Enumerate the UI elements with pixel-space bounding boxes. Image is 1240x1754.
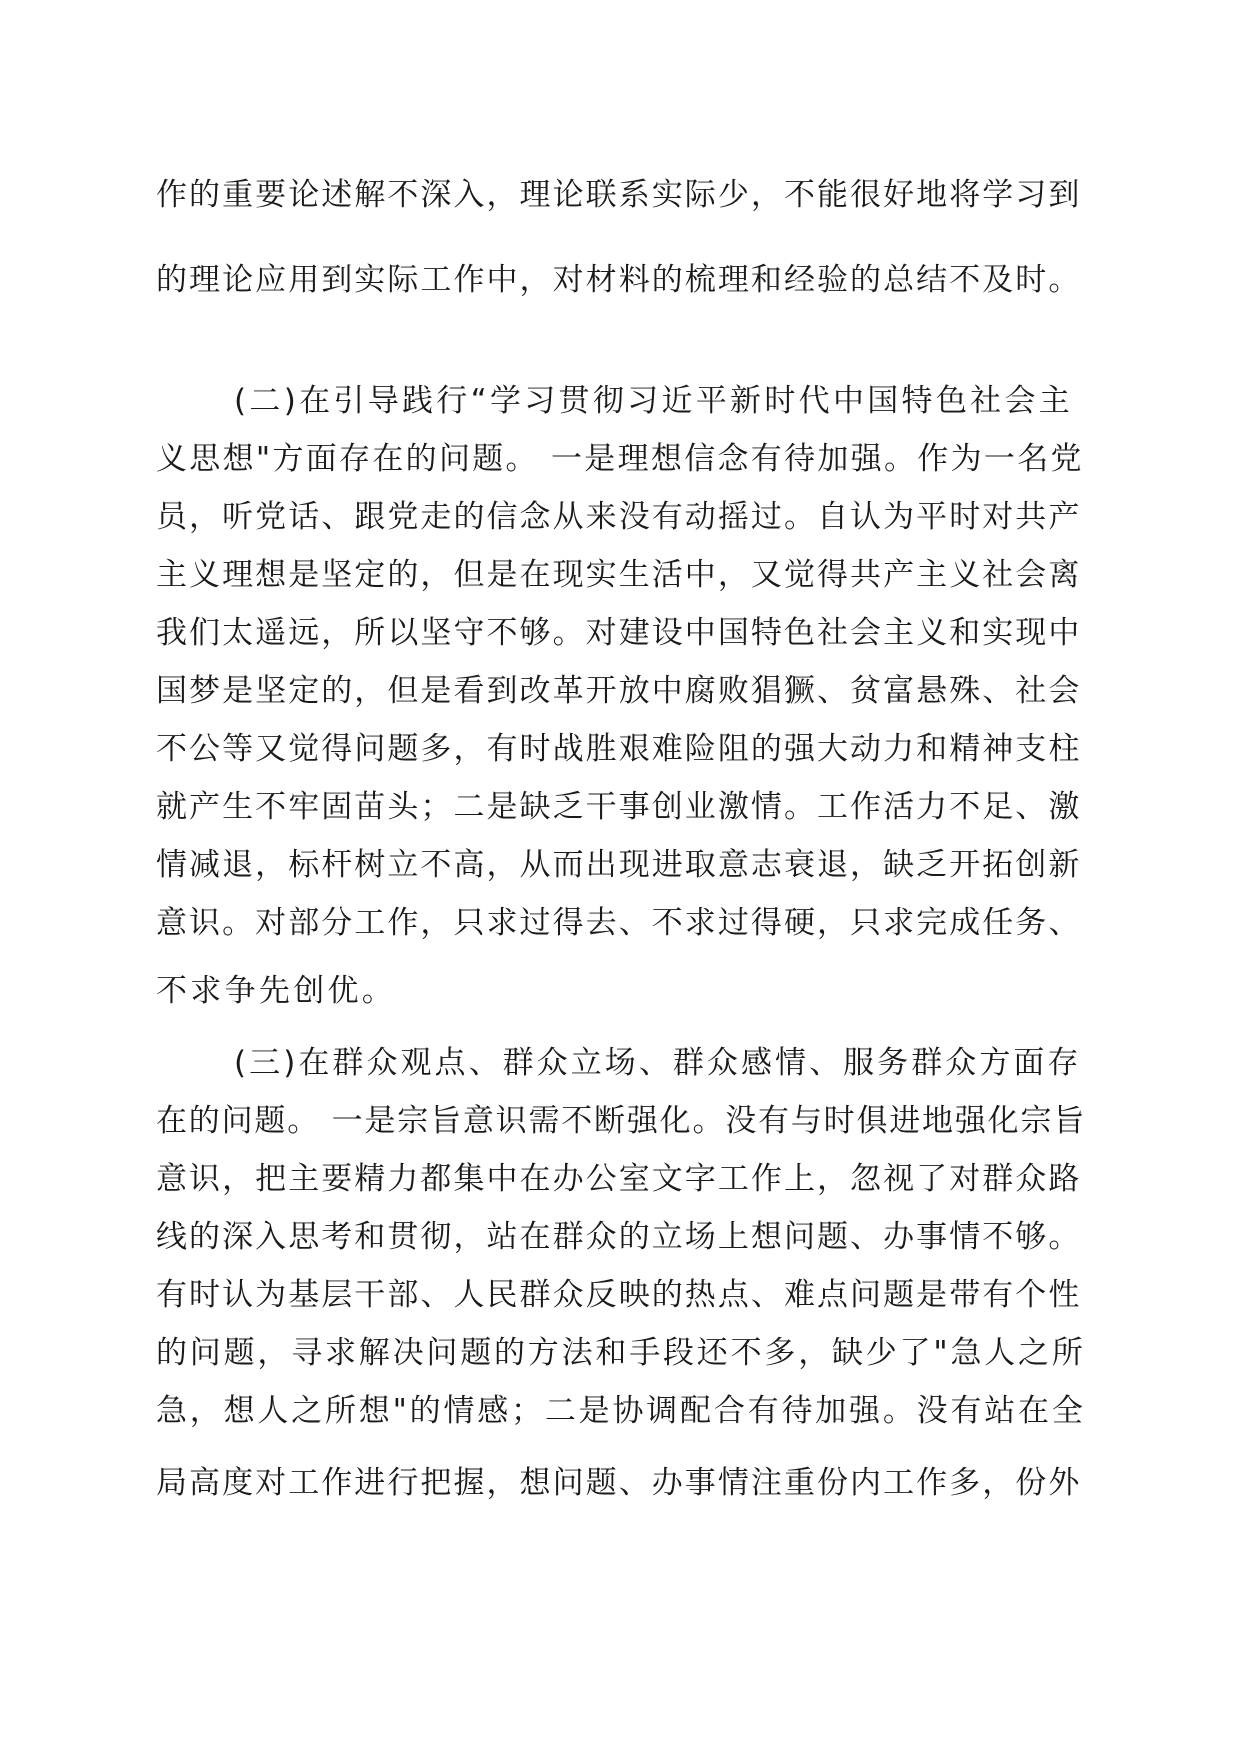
- text-line: 局高度对工作进行把握，想问题、办事情注重份内工作多，份外: [156, 1465, 1082, 1501]
- text-line: 急，想人之所想"的情感；二是协调配合有待加强。没有站在全: [156, 1393, 1086, 1429]
- text-line: 在的问题。 一是宗旨意识需不断强化。没有与时俱进地强化宗旨: [156, 1103, 1087, 1139]
- text-line: 情减退，标杆树立不高，从而出现进取意志衰退，缺乏开拓创新: [156, 847, 1082, 883]
- text-line: 就产生不牢固苗头；二是缺乏干事创业激情。工作活力不足、激: [156, 789, 1082, 825]
- text-line: 的理论应用到实际工作中，对材料的梳理和经验的总结不及时。: [156, 262, 1082, 298]
- text-line: 不求争先创优。: [156, 973, 397, 1009]
- text-line: 线的深入思考和贯彻，站在群众的立场上想问题、办事情不够。: [156, 1219, 1082, 1255]
- paragraph-heading-2: (二)在引导践行“学习贯彻习近平新时代中国特色社会主: [234, 383, 1074, 419]
- text-line: 作的重要论述解不深入，理论联系实际少，不能很好地将学习到: [156, 177, 1082, 213]
- text-line: 不公等又觉得问题多，有时战胜艰难险阻的强大动力和精神支柱: [156, 731, 1082, 767]
- text-line: 主义理想是坚定的，但是在现实生活中，又觉得共产主义社会离: [156, 557, 1082, 593]
- text-line: 义思想"方面存在的问题。 一是理想信念有待加强。作为一名党: [156, 441, 1084, 477]
- text-line: 的问题，寻求解决问题的方法和手段还不多，缺少了"急人之所: [156, 1335, 1086, 1371]
- text-line: 有时认为基层干部、人民群众反映的热点、难点问题是带有个性: [156, 1277, 1082, 1313]
- paragraph-heading-3: (三)在群众观点、群众立场、群众感情、服务群众方面存: [234, 1045, 1082, 1081]
- text-line: 国梦是坚定的，但是看到改革开放中腐败猖獗、贫富悬殊、社会: [156, 673, 1082, 709]
- text-line: 我们太遥远，所以坚守不够。对建设中国特色社会主义和实现中: [156, 615, 1082, 651]
- text-line: 意识，把主要精力都集中在办公室文字工作上，忽视了对群众路: [156, 1161, 1082, 1197]
- text-line: 意识。对部分工作，只求过得去、不求过得硬，只求完成任务、: [156, 905, 1082, 941]
- text-line: 员，听党话、跟党走的信念从来没有动摇过。自认为平时对共产: [156, 499, 1082, 535]
